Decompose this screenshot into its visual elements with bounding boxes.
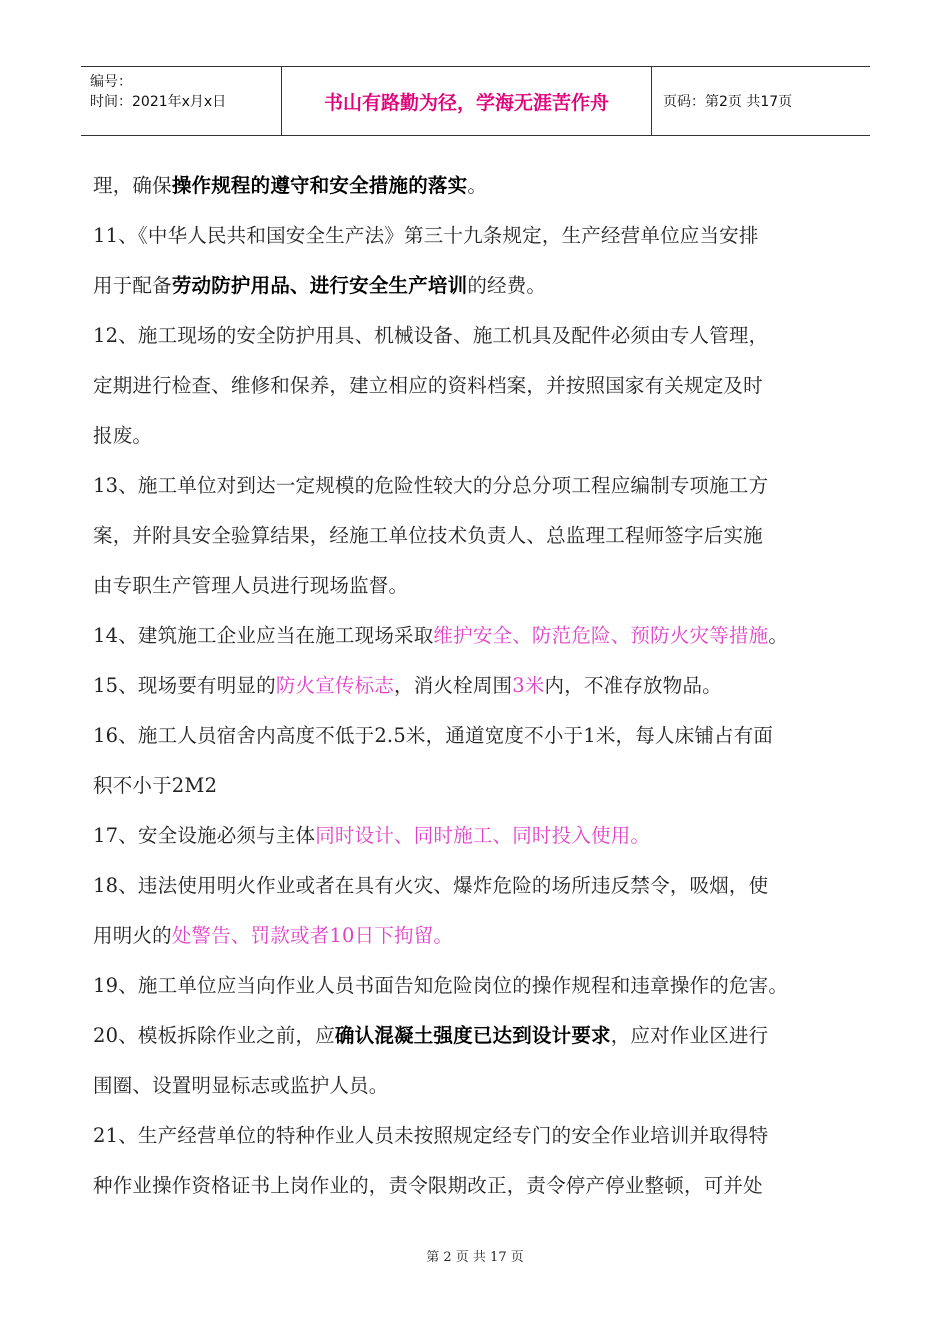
paragraph-line <box>93 861 859 911</box>
paragraph-line <box>93 361 859 411</box>
paragraph-line <box>93 711 859 761</box>
page-header <box>81 66 870 136</box>
body-text: 种作业操作资格证书上岗作业的，责令限期改正，责令停产停业整顿，可并处 <box>93 1174 763 1197</box>
highlight-text: 维护安全、防范危险、预防火灾等措施 <box>433 624 769 647</box>
header-meta <box>81 67 282 135</box>
body-text: 由专职生产管理人员进行现场监督。 <box>93 574 409 597</box>
paragraph-line <box>93 461 859 511</box>
paragraph-line <box>93 261 859 311</box>
body-text: 17、安全设施必须与主体 <box>93 824 316 847</box>
paragraph-line <box>93 511 859 561</box>
body-text: 20、模板拆除作业之前，应 <box>93 1024 335 1047</box>
paragraph-line <box>93 1011 859 1061</box>
body-text: 内，不准存放物品。 <box>544 674 722 697</box>
body-text: 用于配备 <box>93 274 172 297</box>
bold-text: 操作规程的遵守和安全措施的落实 <box>171 174 468 197</box>
bold-text: 确认混凝土强度已达到设计要求 <box>334 1024 611 1047</box>
paragraph-line <box>93 161 859 211</box>
paragraph-line <box>93 411 859 461</box>
body-text: 11、《中华人民共和国安全生产法》第三十九条规定，生产经营单位应当安排 <box>93 224 759 247</box>
body-text: ，消火栓周围 <box>394 674 513 697</box>
header-motto: 书山有路勤为径，学海无涯苦作舟 <box>282 67 652 135</box>
body-text: 21、生产经营单位的特种作业人员未按照规定经专门的安全作业培训并取得特 <box>93 1124 769 1147</box>
body-text: 。 <box>467 174 488 197</box>
paragraph-line <box>93 1111 859 1161</box>
header-page-number: 页码：第2页 共17页 <box>663 94 793 110</box>
body-text: 报废。 <box>93 424 153 447</box>
paragraph-line <box>93 961 859 1011</box>
document-body <box>93 161 859 1211</box>
paragraph-line <box>93 911 859 961</box>
body-text: ，应对作业区进行 <box>610 1024 769 1047</box>
body-text: 14、建筑施工企业应当在施工现场采取 <box>93 624 434 647</box>
highlight-text: 防火宣传标志 <box>275 674 395 697</box>
body-text: 13、施工单位对到达一定规模的危险性较大的分总分项工程应编制专项施工方 <box>93 474 769 497</box>
body-text: 18、违法使用明火作业或者在具有火灾、爆炸危险的场所违反禁令，吸烟，使 <box>93 874 769 897</box>
body-text: 积不小于2M2 <box>93 774 218 797</box>
paragraph-line <box>93 811 859 861</box>
paragraph-line <box>93 761 859 811</box>
body-text: 理，确保 <box>93 174 172 197</box>
paragraph-line <box>93 611 859 661</box>
highlight-text: 同时设计、同时施工、同时投入使用。 <box>315 824 651 847</box>
body-text: 19、施工单位应当向作业人员书面告知危险岗位的操作规程和违章操作的危害。 <box>93 974 789 997</box>
paragraph-line <box>93 311 859 361</box>
paragraph-line <box>93 1061 859 1111</box>
paragraph-line <box>93 211 859 261</box>
body-text: 案，并附具安全验算结果，经施工单位技术负责人、总监理工程师签字后实施 <box>93 524 763 547</box>
header-time: 时间：2021年x月x日 <box>90 94 227 110</box>
body-text: 用明火的 <box>93 924 172 947</box>
header-number: 编号： <box>90 74 132 90</box>
body-text: 16、施工人员宿舍内高度不低于2.5米，通道宽度不小于1米，每人床铺占有面 <box>93 724 774 747</box>
page-footer: 第 2 页 共 17 页 <box>426 1250 524 1265</box>
body-text: 定期进行检查、维修和保养，建立相应的资料档案，并按照国家有关规定及时 <box>93 374 763 397</box>
body-text: 的经费。 <box>467 274 547 297</box>
body-text: 15、现场要有明显的 <box>93 674 276 697</box>
highlight-text: 处警告、罚款或者10日下拘留。 <box>171 924 454 947</box>
body-text: 围圈、设置明显标志或监护人员。 <box>93 1074 389 1097</box>
paragraph-line <box>93 1161 859 1211</box>
highlight-text: 3米 <box>512 674 545 697</box>
body-text: 。 <box>768 624 789 647</box>
bold-text: 劳动防护用品、进行安全生产培训 <box>171 274 468 297</box>
body-text: 12、施工现场的安全防护用具、机械设备、施工机具及配件必须由专人管理， <box>93 324 769 347</box>
paragraph-line <box>93 561 859 611</box>
paragraph-line <box>93 661 859 711</box>
